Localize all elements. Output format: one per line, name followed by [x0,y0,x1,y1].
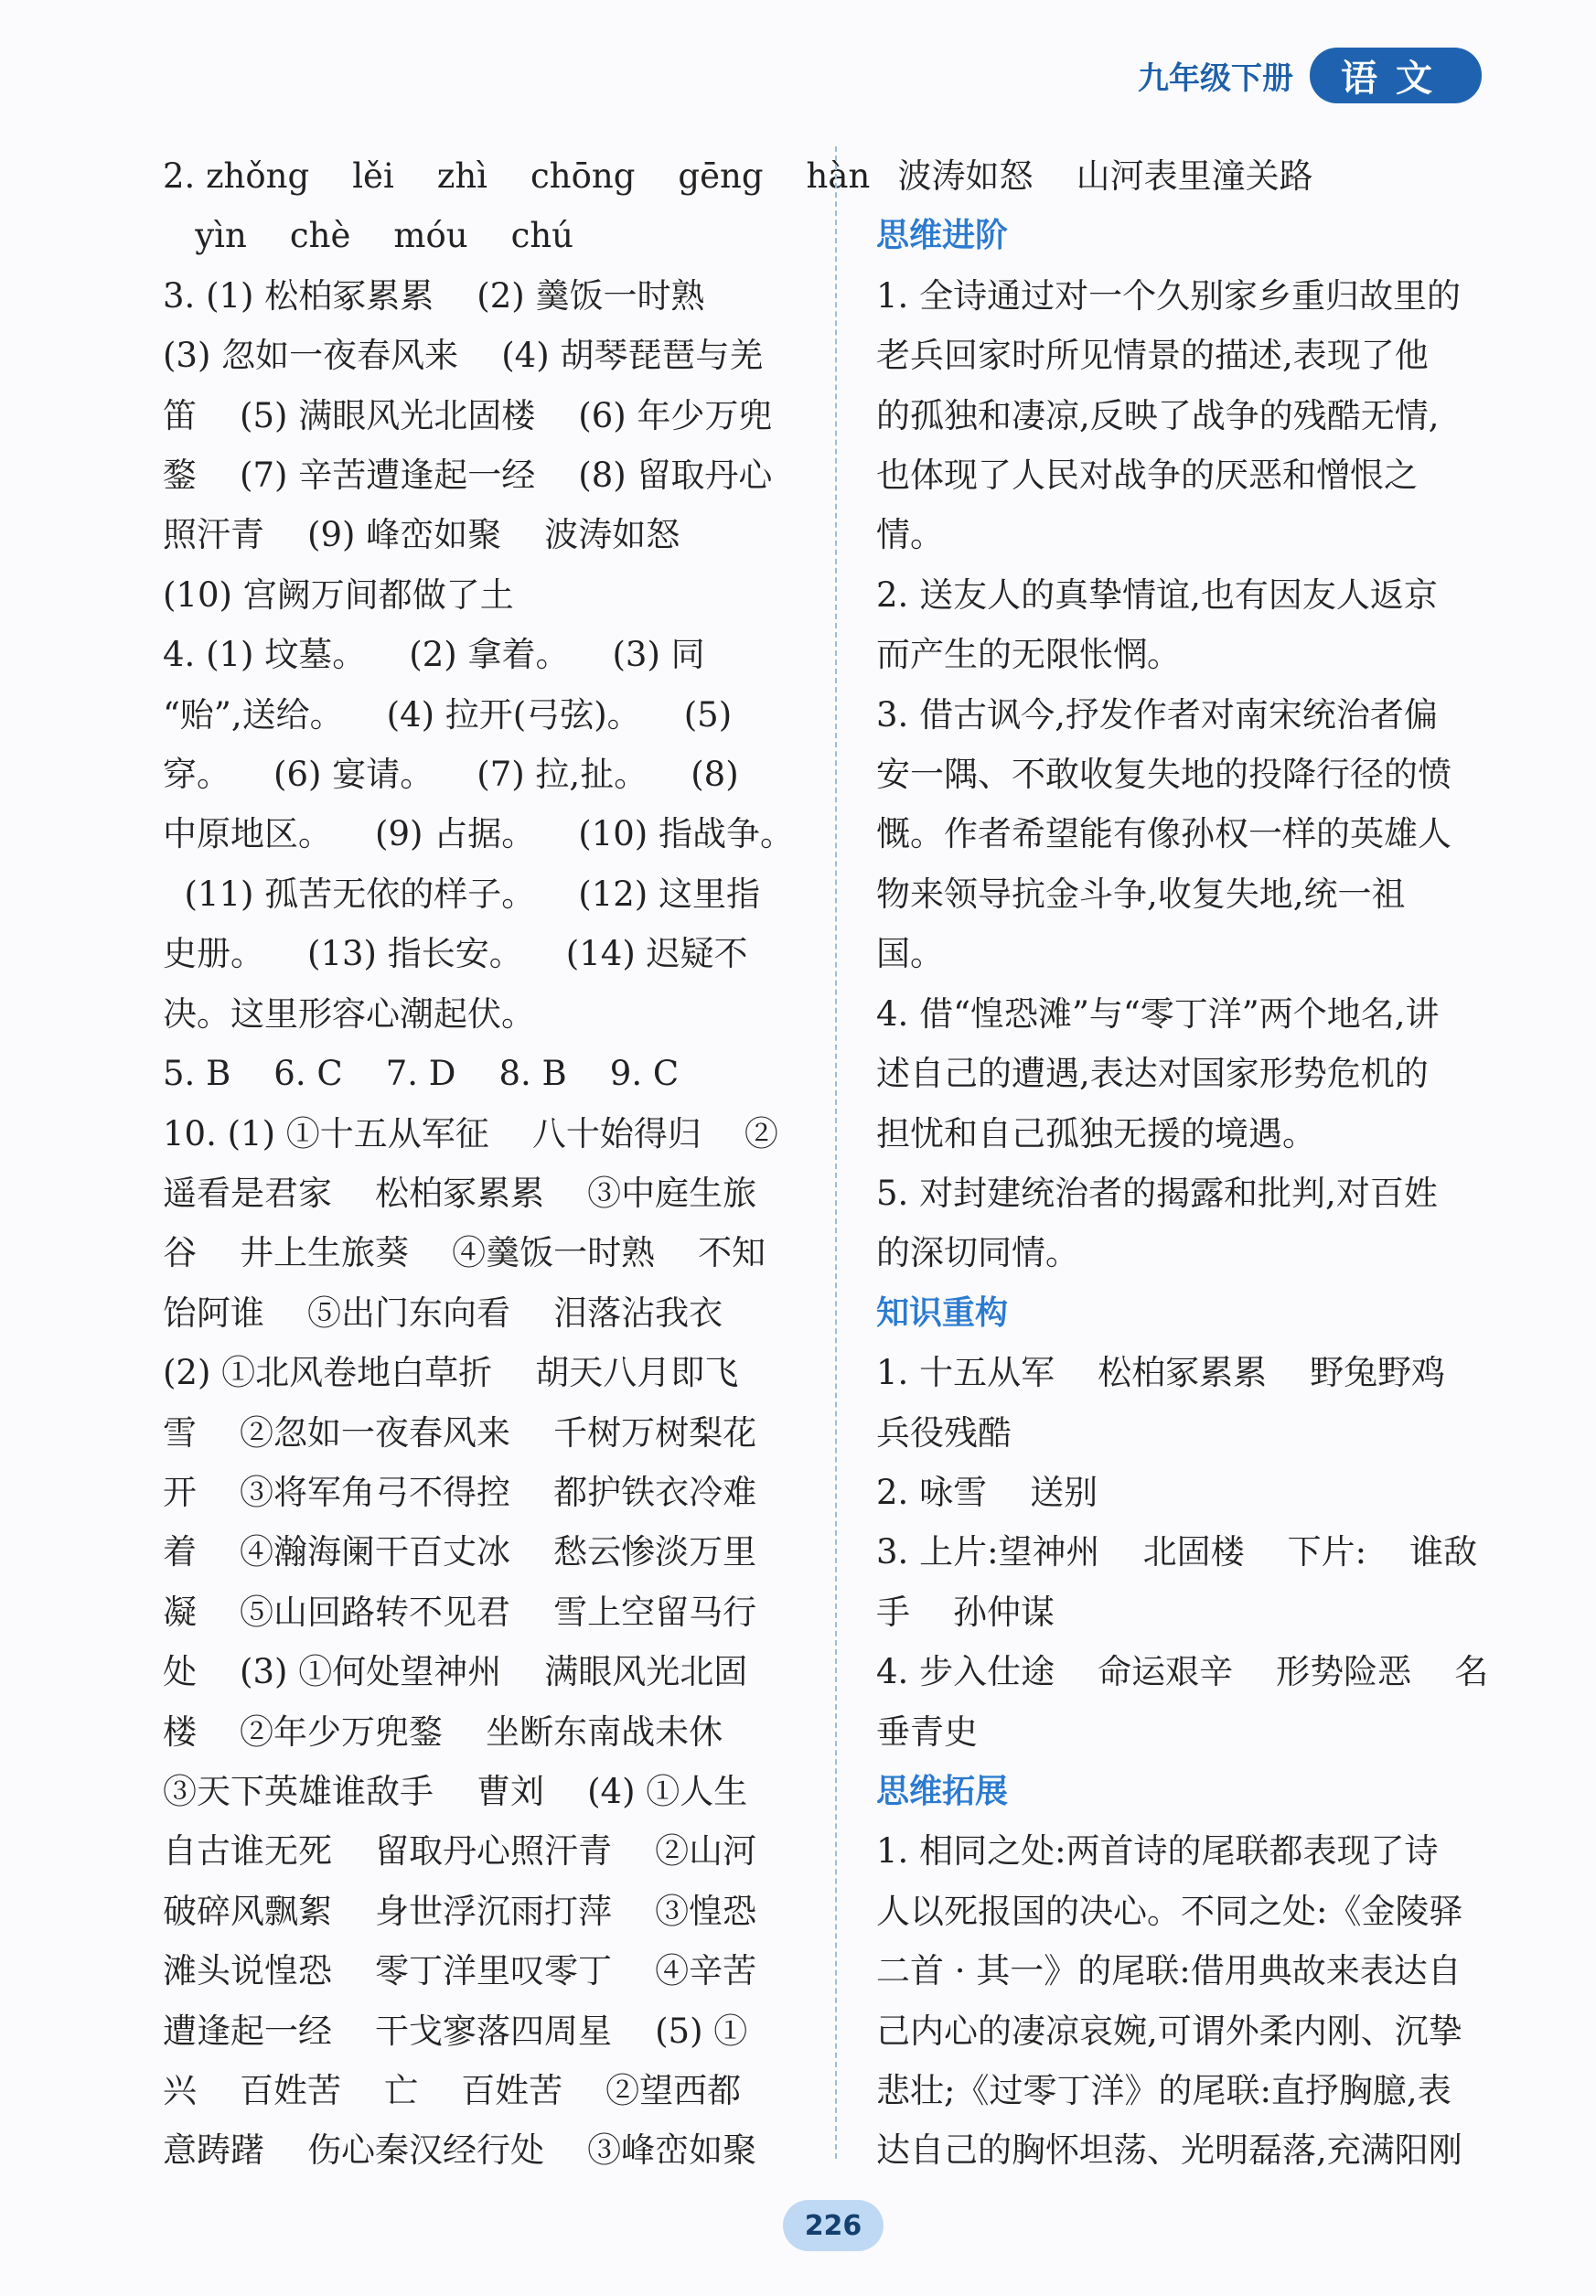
column-divider [835,146,837,2159]
answer-line: 3. (1) 松柏冢累累 (2) 羹饭一时熟 [163,275,705,316]
answer-line: 穿。 (6) 宴请。 (7) 拉,扯。 (8) [163,755,739,795]
answer-line: 述自己的遭遇,表达对国家形势危机的 [876,1054,1429,1094]
answer-line: 破碎风飘絮 身世浮沉雨打萍 ③惶恐 [163,1891,757,1931]
answer-line: 国。 [876,934,944,974]
answer-line: ③天下英雄谁敌手 曹刘 (4) ①人生 [163,1771,748,1811]
answer-line: (11) 孤苦无依的样子。 (12) 这里指 [163,874,760,914]
answer-line: 处 (3) ①何处望神州 满眼风光北固 [163,1652,748,1692]
answer-line: 饴阿谁 ⑤出门东向看 泪落沾我衣 [163,1293,723,1333]
answer-line: 4. 借“惶恐滩”与“零丁洋”两个地名,讲 [876,993,1440,1034]
answer-line: 2. 送友人的真挚情谊,也有因友人返京 [876,574,1438,615]
answer-line: 楼 ②年少万兜鍪 坐断东南战未休 [163,1711,723,1752]
answer-line: 物来领导抗金斗争,收复失地,统一祖 [876,874,1406,914]
subject-badge: 语文 [1310,48,1482,103]
answer-line: 照汗青 (9) 峰峦如聚 波涛如怒 [163,515,680,555]
answer-line: 1. 全诗通过对一个久别家乡重归故里的 [876,275,1462,316]
left-column [163,146,871,2181]
answer-line: 谷 井上生旅葵 ④羹饭一时熟 不知 [163,1233,766,1273]
section-heading: 思维拓展 [876,1772,1009,1810]
answer-line: 己内心的凄凉哀婉,可谓外柔内刚、沉挚 [876,2011,1462,2051]
answer-line: (2) ①北风卷地白草折 胡天八月即飞 [163,1353,739,1393]
answer-line: 4. (1) 坟墓。 (2) 拿着。 (3) 同 [163,635,705,675]
answer-line: 老兵回家时所见情景的描述,表现了他 [876,336,1429,376]
answer-line: 担忧和自己孤独无援的境遇。 [876,1113,1316,1153]
answer-line: 史册。 (13) 指长安。 (14) 迟疑不 [163,934,748,974]
answer-line: 意踌躇 伤心秦汉经行处 ③峰峦如聚 [163,2130,757,2171]
answer-line: 的深切同情。 [876,1233,1079,1273]
answer-line: 垂青史 [876,1711,978,1752]
page-number: 226 [783,2200,884,2251]
answer-line: 1. 十五从军 松柏冢累累 野兔野鸡 [876,1353,1446,1393]
answer-line: 开 ③将军角弓不得控 都护铁衣冷难 [163,1472,757,1512]
answer-line: (3) 忽如一夜春风来 (4) 胡琴琵琶与羌 [163,336,764,376]
answer-line: 也体现了人民对战争的厌恶和憎恨之 [876,456,1418,496]
section-heading: 思维进阶 [876,217,1009,255]
answer-line: 10. (1) ①十五从军征 八十始得归 ② [163,1113,778,1153]
answer-line: 达自己的胸怀坦荡、光明磊落,充满阳刚 [876,2130,1462,2171]
answer-line: 情。 [876,515,944,555]
answer-line: 自古谁无死 留取丹心照汗青 ②山河 [163,1831,757,1872]
answer-line: 遥看是君家 松柏冢累累 ③中庭生旅 [163,1173,757,1213]
answer-line: 3. 上片:望神州 北固楼 下片: 谁敌 [876,1532,1478,1572]
page-header [1138,48,1482,102]
answer-line: 而产生的无限怅惘。 [876,635,1181,675]
answer-line: 中原地区。 (9) 占据。 (10) 指战争。 [163,814,794,854]
answer-line: 波涛如怒 山河表里潼关路 [876,156,1313,196]
answer-line: 慨。作者希望能有像孙权一样的英雄人 [876,814,1451,854]
answer-line: 1. 相同之处:两首诗的尾联都表现了诗 [876,1831,1439,1872]
answer-line: 笛 (5) 满眼风光北固楼 (6) 年少万兜 [163,395,773,435]
answer-line: 安一隅、不敢收复失地的投降行径的愤 [876,755,1451,795]
answer-line: 3. 借古讽今,抒发作者对南宋统治者偏 [876,694,1438,735]
answer-line: 兵役残酷 [876,1412,1012,1453]
answer-line: 的孤独和凄凉,反映了战争的残酷无情, [876,395,1440,435]
answer-line: 鍪 (7) 辛苦遭逢起一经 (8) 留取丹心 [163,456,773,496]
grade-label: 九年级下册 [1138,59,1293,97]
answer-line: “贻”,送给。 (4) 拉开(弓弦)。 (5) [163,694,733,735]
answer-line: 滩头说惶恐 零丁洋里叹零丁 ④辛苦 [163,1951,757,1991]
answer-line: 手 孙仲谋 [876,1592,1055,1632]
answer-line: 二首 · 其一》的尾联:借用典故来表达自 [876,1951,1462,1991]
answer-line: 5. 对封建统治者的揭露和批判,对百姓 [876,1173,1438,1213]
answer-line: yìn chè móu chú [163,216,574,256]
answer-line: 决。这里形容心潮起伏。 [163,993,535,1034]
section-heading: 知识重构 [876,1293,1009,1332]
answer-line: 遭逢起一经 干戈寥落四周星 (5) ① [163,2011,748,2051]
answer-line: 悲壮;《过零丁洋》的尾联:直抒胸臆,表 [876,2071,1451,2110]
answer-line: 2. 咏雪 送别 [876,1472,1098,1512]
answer-line: (10) 宫阙万间都做了土 [163,574,514,615]
answer-line: 人以死报国的决心。不同之处:《金陵驿 [876,1891,1463,1931]
answer-line: 2. zhǒng lěi zhì chōng gēng hàn [163,156,871,196]
right-column [876,146,1507,2181]
answer-line: 4. 步入仕途 命运艰辛 形势险恶 名 [876,1652,1489,1692]
answer-line: 5. B 6. C 7. D 8. B 9. C [163,1054,680,1094]
answer-line: 雪 ②忽如一夜春风来 千树万树梨花 [163,1412,757,1453]
answer-line: 凝 ⑤山回路转不见君 雪上空留马行 [163,1592,757,1632]
answer-line: 着 ④瀚海阑干百丈冰 愁云惨淡万里 [163,1532,757,1572]
answer-line: 兴 百姓苦 亡 百姓苦 ②望西都 [163,2071,742,2110]
